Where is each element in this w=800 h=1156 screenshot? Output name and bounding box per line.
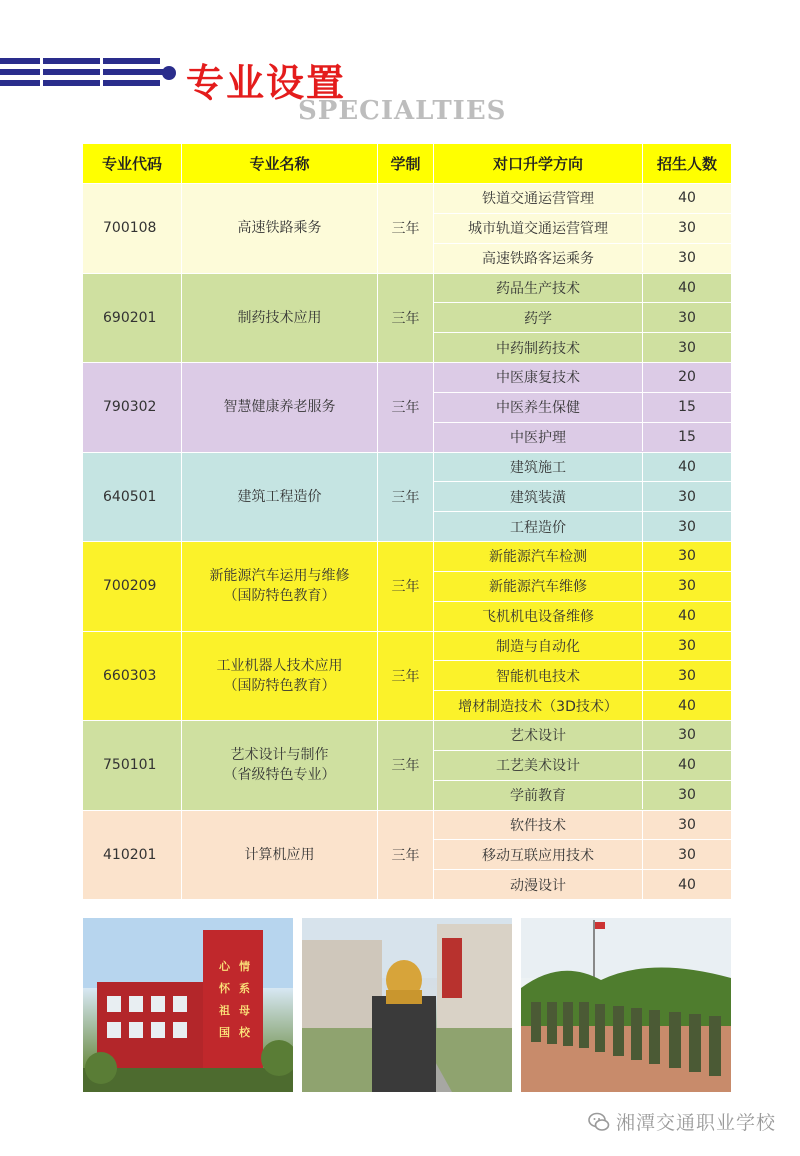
table-row: [434, 691, 731, 720]
enrollment-count: 30: [678, 727, 696, 744]
direction: 建筑装潢: [434, 482, 643, 511]
enrollment-count: 40: [678, 608, 696, 625]
table-group: [83, 452, 731, 542]
table-row: [434, 303, 731, 333]
direction: 中医护理: [434, 423, 643, 452]
table-row: [434, 244, 731, 273]
table-group: [83, 183, 731, 273]
direction: 新能源汽车检测: [434, 542, 643, 571]
specialty-name-cell: [182, 453, 378, 542]
specialty-name: 建筑工程造价: [237, 488, 322, 505]
specialty-name-cell: [182, 274, 378, 363]
header-dot: [162, 66, 176, 80]
direction: 城市轨道交通运营管理: [434, 214, 643, 243]
enrollment-count: 30: [678, 309, 696, 326]
training-illustration: [521, 918, 731, 1092]
specialty-name: 高速铁路乘务: [237, 220, 322, 237]
sign-char: 心: [219, 960, 230, 973]
table-group: [83, 720, 731, 810]
footer-brand-text: 湘潭交通职业学校: [616, 1112, 777, 1134]
table-row: [434, 632, 731, 662]
table-header: [83, 144, 731, 183]
enrollment-count: 40: [678, 190, 696, 207]
specialty-code: 790302: [83, 363, 182, 452]
table-row: [434, 453, 731, 483]
enrollment-count: 20: [678, 369, 696, 386]
enrollment-count: 30: [678, 578, 696, 595]
table-row: [434, 542, 731, 572]
enrollment-count: 30: [678, 518, 696, 535]
direction-list: [434, 453, 731, 542]
direction-list: [434, 811, 731, 900]
table-group: [83, 541, 731, 631]
enrollment-count: 30: [678, 816, 696, 833]
direction: 新能源汽车维修: [434, 572, 643, 601]
wechat-icon: [588, 1111, 610, 1133]
direction: 动漫设计: [434, 870, 643, 899]
direction: 软件技术: [434, 811, 643, 840]
statue-illustration: [302, 918, 512, 1092]
sign-char: 系: [239, 982, 250, 995]
specialty-code: 660303: [83, 632, 182, 721]
specialty-name-cell: [182, 542, 378, 631]
enrollment-count: 30: [678, 488, 696, 505]
table-row: [434, 393, 731, 423]
enrollment-count: 30: [678, 787, 696, 804]
table-row: [434, 363, 731, 393]
table-row: [434, 840, 731, 870]
col-header-code: 专业代码: [83, 144, 182, 183]
enrollment-count: 30: [678, 339, 696, 356]
table-body: [83, 183, 731, 899]
table-row: [434, 572, 731, 602]
specialty-name: 艺术设计与制作: [230, 747, 329, 764]
specialty-name-cell: [182, 632, 378, 721]
specialties-table: [83, 144, 731, 899]
specialty-code: 750101: [83, 721, 182, 810]
table-row: [434, 870, 731, 899]
direction: 移动互联应用技术: [434, 840, 643, 869]
direction-list: [434, 721, 731, 810]
duration: 三年: [378, 184, 434, 273]
sign-char: 校: [239, 1026, 250, 1039]
enrollment-count: 40: [678, 697, 696, 714]
table-row: [434, 423, 731, 452]
specialty-name: 新能源汽车运用与维修: [209, 568, 350, 585]
table-row: [434, 512, 731, 541]
direction: 中医康复技术: [434, 363, 643, 392]
table-row: [434, 274, 731, 304]
direction-list: [434, 542, 731, 631]
direction: 中药制药技术: [434, 333, 643, 362]
col-header-name: 专业名称: [182, 144, 378, 183]
enrollment-count: 30: [678, 846, 696, 863]
photo-school-building: [83, 918, 293, 1092]
duration: 三年: [378, 363, 434, 452]
col-header-duration: 学制: [378, 144, 434, 183]
col-header-count: 招生人数: [656, 155, 717, 173]
col-header-direction: 对口升学方向: [434, 144, 643, 183]
photo-military-training: [521, 918, 731, 1092]
direction: 药品生产技术: [434, 274, 643, 303]
enrollment-count: 30: [678, 220, 696, 237]
specialty-code: 690201: [83, 274, 182, 363]
direction-list: [434, 184, 731, 273]
direction: 铁道交通运营管理: [434, 184, 643, 213]
specialty-name-cell: [182, 184, 378, 273]
specialty-name: 制药技术应用: [237, 309, 322, 326]
enrollment-count: 40: [678, 757, 696, 774]
table-row: [434, 811, 731, 841]
table-group: [83, 362, 731, 452]
duration: 三年: [378, 811, 434, 900]
table-row: [434, 751, 731, 781]
sign-char: 祖: [219, 1004, 230, 1017]
table-group: [83, 631, 731, 721]
enrollment-count: 30: [678, 250, 696, 267]
photo-statue: [302, 918, 512, 1092]
direction: 药学: [434, 303, 643, 332]
page-title: 专业设置: [186, 61, 347, 105]
specialty-name: 智慧健康养老服务: [223, 399, 336, 416]
page-subtitle: SPECIALTIES: [298, 96, 507, 126]
specialty-name: 计算机应用: [244, 846, 315, 863]
direction: 工艺美术设计: [434, 751, 643, 780]
specialty-note: （省级特色专业）: [223, 767, 336, 784]
enrollment-count: 40: [678, 458, 696, 475]
enrollment-count: 30: [678, 637, 696, 654]
table-row: [434, 333, 731, 362]
table-row: [434, 781, 731, 810]
table-row: [434, 214, 731, 244]
enrollment-count: 15: [678, 399, 696, 416]
enrollment-count: 30: [678, 548, 696, 565]
enrollment-count: 15: [678, 429, 696, 446]
direction: 艺术设计: [434, 721, 643, 750]
table-row: [434, 721, 731, 751]
duration: 三年: [378, 632, 434, 721]
direction: 建筑施工: [434, 453, 643, 482]
direction: 学前教育: [434, 781, 643, 810]
direction: 智能机电技术: [434, 661, 643, 690]
header-decoration: [0, 58, 165, 88]
direction: 中医养生保健: [434, 393, 643, 422]
building-illustration: [83, 918, 293, 1092]
table-row: [434, 602, 731, 631]
duration: 三年: [378, 542, 434, 631]
sign-char: 国: [219, 1026, 230, 1039]
duration: 三年: [378, 453, 434, 542]
specialty-name-cell: [182, 721, 378, 810]
specialty-name-cell: [182, 363, 378, 452]
specialty-code: 640501: [83, 453, 182, 542]
table-group: [83, 810, 731, 900]
table-row: [434, 184, 731, 214]
specialty-name-cell: [182, 811, 378, 900]
sign-char: 怀: [219, 982, 230, 995]
direction-list: [434, 632, 731, 721]
direction: 制造与自动化: [434, 632, 643, 661]
direction: 工程造价: [434, 512, 643, 541]
footer-brand: [588, 1108, 776, 1135]
direction-list: [434, 363, 731, 452]
enrollment-count: 30: [678, 667, 696, 684]
duration: 三年: [378, 274, 434, 363]
enrollment-count: 40: [678, 279, 696, 296]
specialty-name: 工业机器人技术应用: [216, 657, 343, 674]
direction-list: [434, 274, 731, 363]
specialty-code: 700209: [83, 542, 182, 631]
table-row: [434, 661, 731, 691]
sign-char: 母: [239, 1004, 250, 1017]
table-row: [434, 482, 731, 512]
table-group: [83, 273, 731, 363]
direction: 高速铁路客运乘务: [434, 244, 643, 273]
specialty-code: 700108: [83, 184, 182, 273]
sign-char: 情: [239, 960, 250, 973]
specialty-note: （国防特色教育）: [223, 588, 336, 605]
enrollment-count: 40: [678, 876, 696, 893]
direction: 飞机机电设备维修: [434, 602, 643, 631]
duration: 三年: [378, 721, 434, 810]
specialty-note: （国防特色教育）: [223, 677, 336, 694]
direction: 增材制造技术（3D技术）: [434, 691, 643, 720]
specialty-code: 410201: [83, 811, 182, 900]
